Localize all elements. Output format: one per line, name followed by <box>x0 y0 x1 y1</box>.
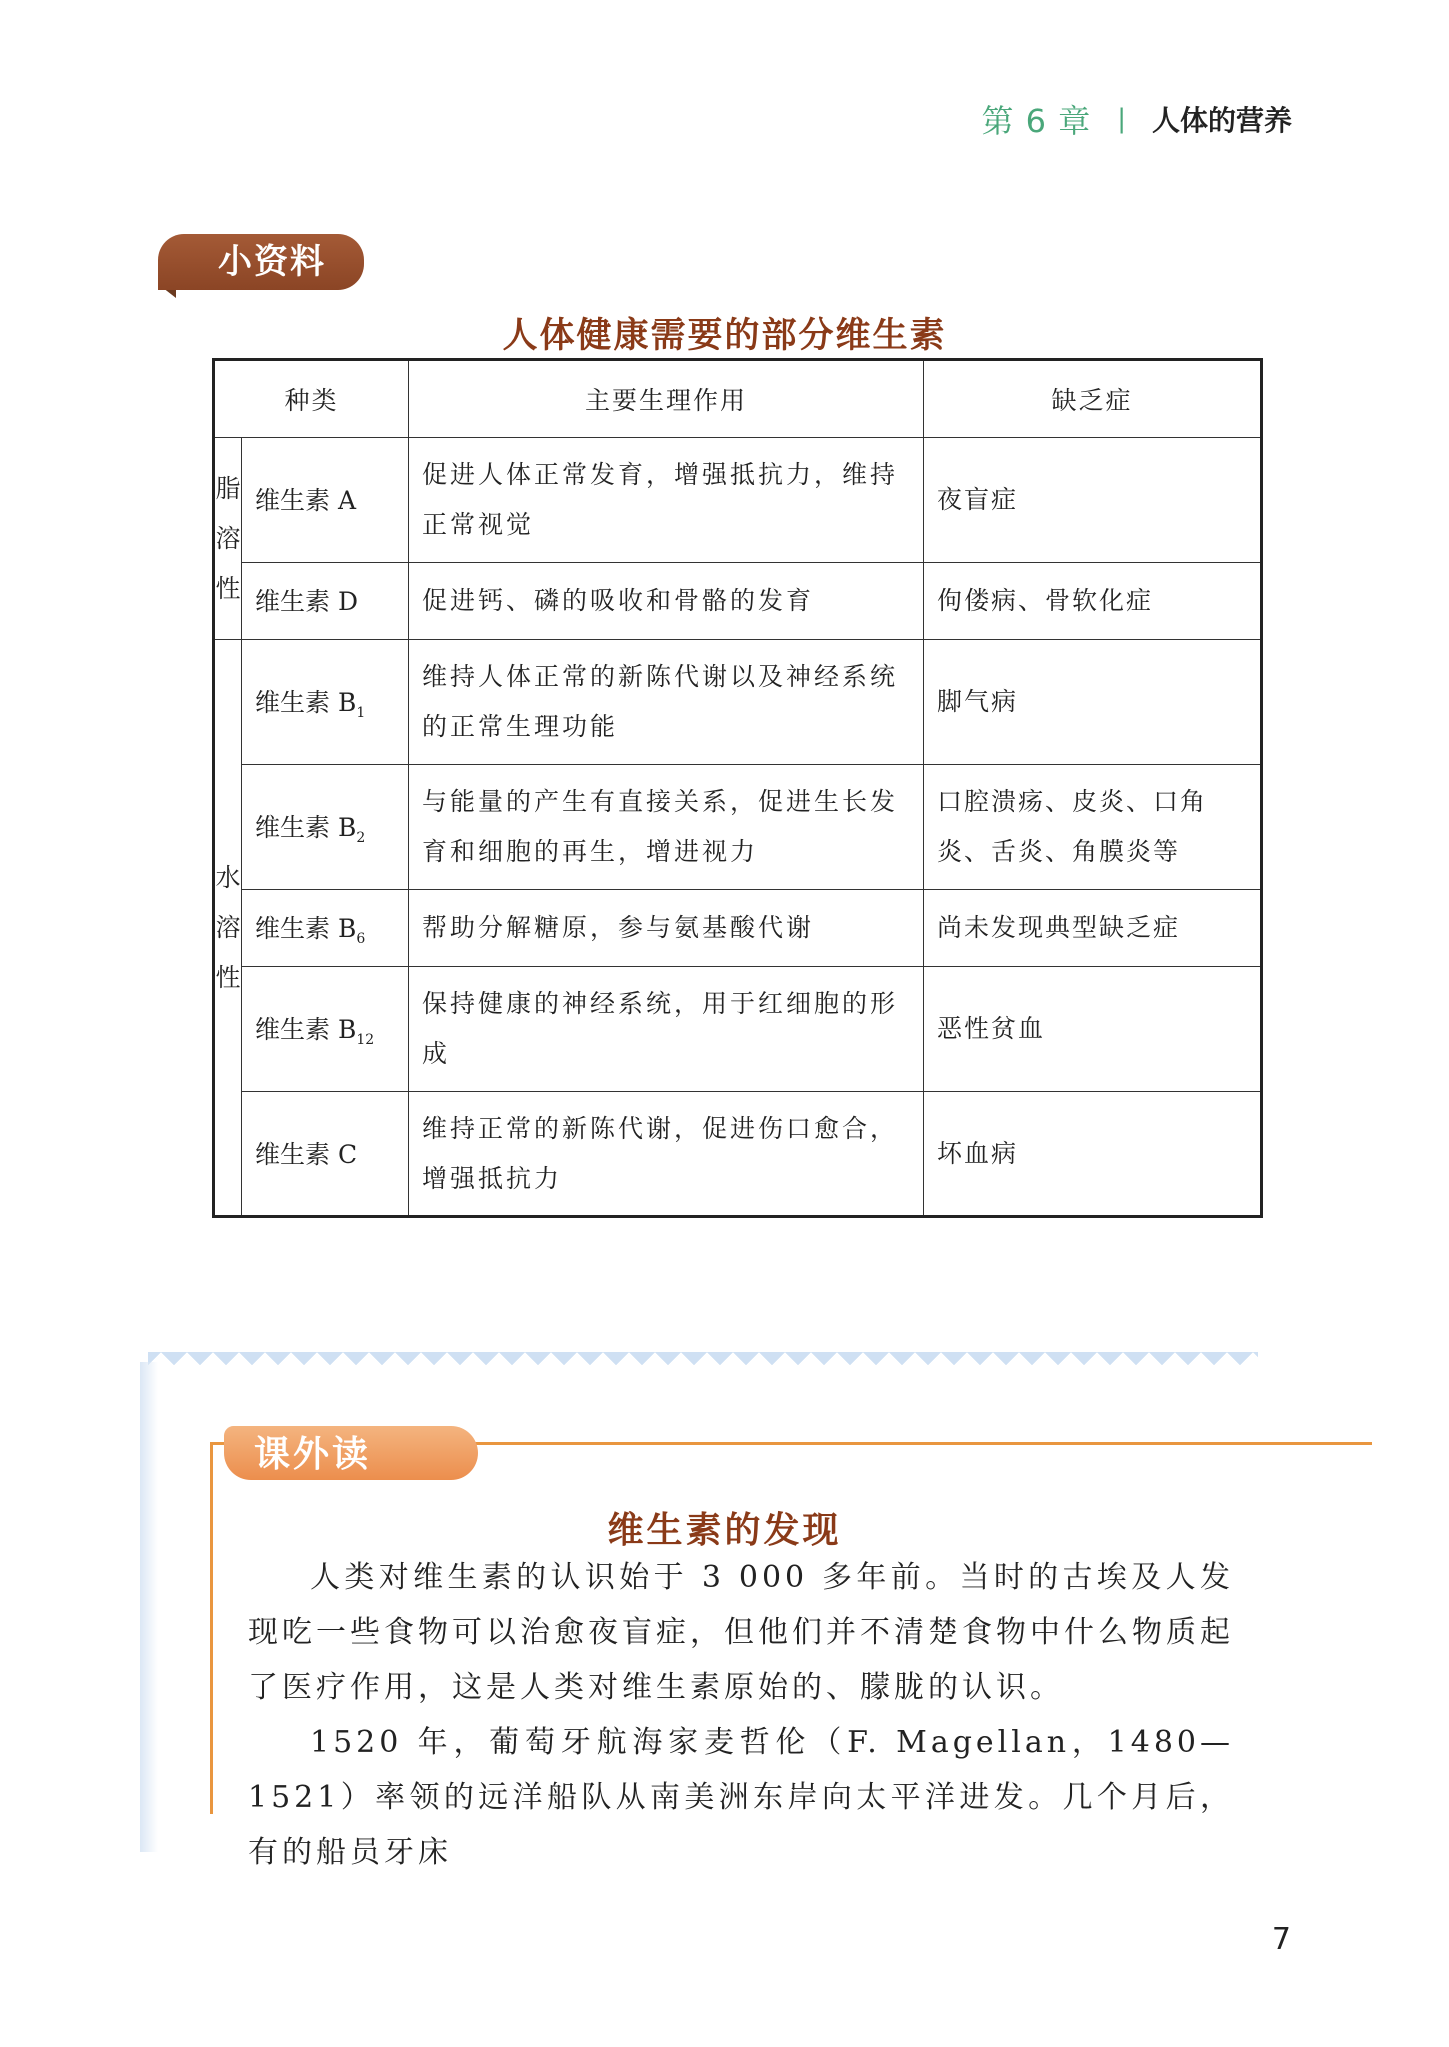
reading-paragraph: 1520 年，葡萄牙航海家麦哲伦（F. Magellan，1480—1521）率领的远洋船队从南美洲东岸向太平洋进发。几个月后，有的船员牙床 <box>248 1725 1234 1870</box>
group-fat-soluble: 脂溶性 <box>214 438 242 640</box>
vitamin-deficiency: 脚气病 <box>924 640 1262 765</box>
table-row <box>214 640 1262 765</box>
header-deficiency: 缺乏症 <box>924 360 1262 438</box>
table-title: 人体健康需要的部分维生素 <box>502 315 947 356</box>
vitamin-name: 维生素 $B_1$ <box>242 640 409 765</box>
table-row <box>214 563 1262 640</box>
vitamin-function: 促进钙、磷的吸收和骨骼的发育 <box>409 563 924 640</box>
reading-tag: 课外读 <box>224 1426 478 1480</box>
table-row <box>214 1092 1262 1217</box>
zigzag-border <box>148 1352 1258 1378</box>
vitamin-deficiency: 坏血病 <box>924 1092 1262 1217</box>
header-kind: 种类 <box>214 360 409 438</box>
info-tag-label: 小资料 <box>158 234 364 290</box>
vitamin-deficiency: 恶性贫血 <box>924 967 1262 1092</box>
vitamin-table <box>212 358 1263 1218</box>
vitamin-deficiency: 夜盲症 <box>924 438 1262 563</box>
chapter-title: 人体的营养 <box>1151 104 1292 137</box>
vitamin-name: 维生素 $B_2$ <box>242 765 409 890</box>
vitamin-function: 与能量的产生有直接关系，促进生长发育和细胞的再生，增进视力 <box>409 765 924 890</box>
chapter-number: 第 6 章 <box>981 102 1092 140</box>
box-shadow <box>140 1362 158 1852</box>
chapter-header <box>982 96 1293 142</box>
vitamin-deficiency: 口腔溃疡、皮炎、口角炎、舌炎、角膜炎等 <box>924 765 1262 890</box>
table-row <box>214 438 1262 563</box>
vitamin-function: 促进人体正常发育，增强抵抗力，维持正常视觉 <box>409 438 924 563</box>
orange-rule-vertical <box>210 1442 213 1814</box>
group-water-soluble: 水溶性 <box>214 640 242 1217</box>
table-header-row <box>214 360 1262 438</box>
vitamin-deficiency: 尚未发现典型缺乏症 <box>924 890 1262 967</box>
vitamin-function: 维持人体正常的新陈代谢以及神经系统的正常生理功能 <box>409 640 924 765</box>
reading-paragraph: 人类对维生素的认识始于 3 000 多年前。当时的古埃及人发现吃一些食物可以治愈夜盲症，但他们并不清楚食物中什么物质起了医疗作用，这是人类对维生素原始的、朦胧的认识。 <box>248 1560 1234 1705</box>
vitamin-name: 维生素 $B_6$ <box>242 890 409 967</box>
page-number: 7 <box>1271 1922 1291 1957</box>
table-row <box>214 890 1262 967</box>
vitamin-name: 维生素 C <box>242 1092 409 1217</box>
vitamin-name: 维生素 D <box>242 563 409 640</box>
info-tag <box>158 234 364 292</box>
vitamin-name: 维生素 $B_{12}$ <box>242 967 409 1092</box>
header-separator: | <box>1117 104 1126 134</box>
table-row <box>214 967 1262 1092</box>
vitamin-function: 帮助分解糖原，参与氨基酸代谢 <box>409 890 924 967</box>
vitamin-function: 维持正常的新陈代谢，促进伤口愈合，增强抵抗力 <box>409 1092 924 1217</box>
header-function: 主要生理作用 <box>409 360 924 438</box>
vitamin-name: 维生素 A <box>242 438 409 563</box>
table-row <box>214 765 1262 890</box>
vitamin-deficiency: 佝偻病、骨软化症 <box>924 563 1262 640</box>
vitamin-function: 保持健康的神经系统，用于红细胞的形成 <box>409 967 924 1092</box>
reading-title: 维生素的发现 <box>607 1509 842 1551</box>
